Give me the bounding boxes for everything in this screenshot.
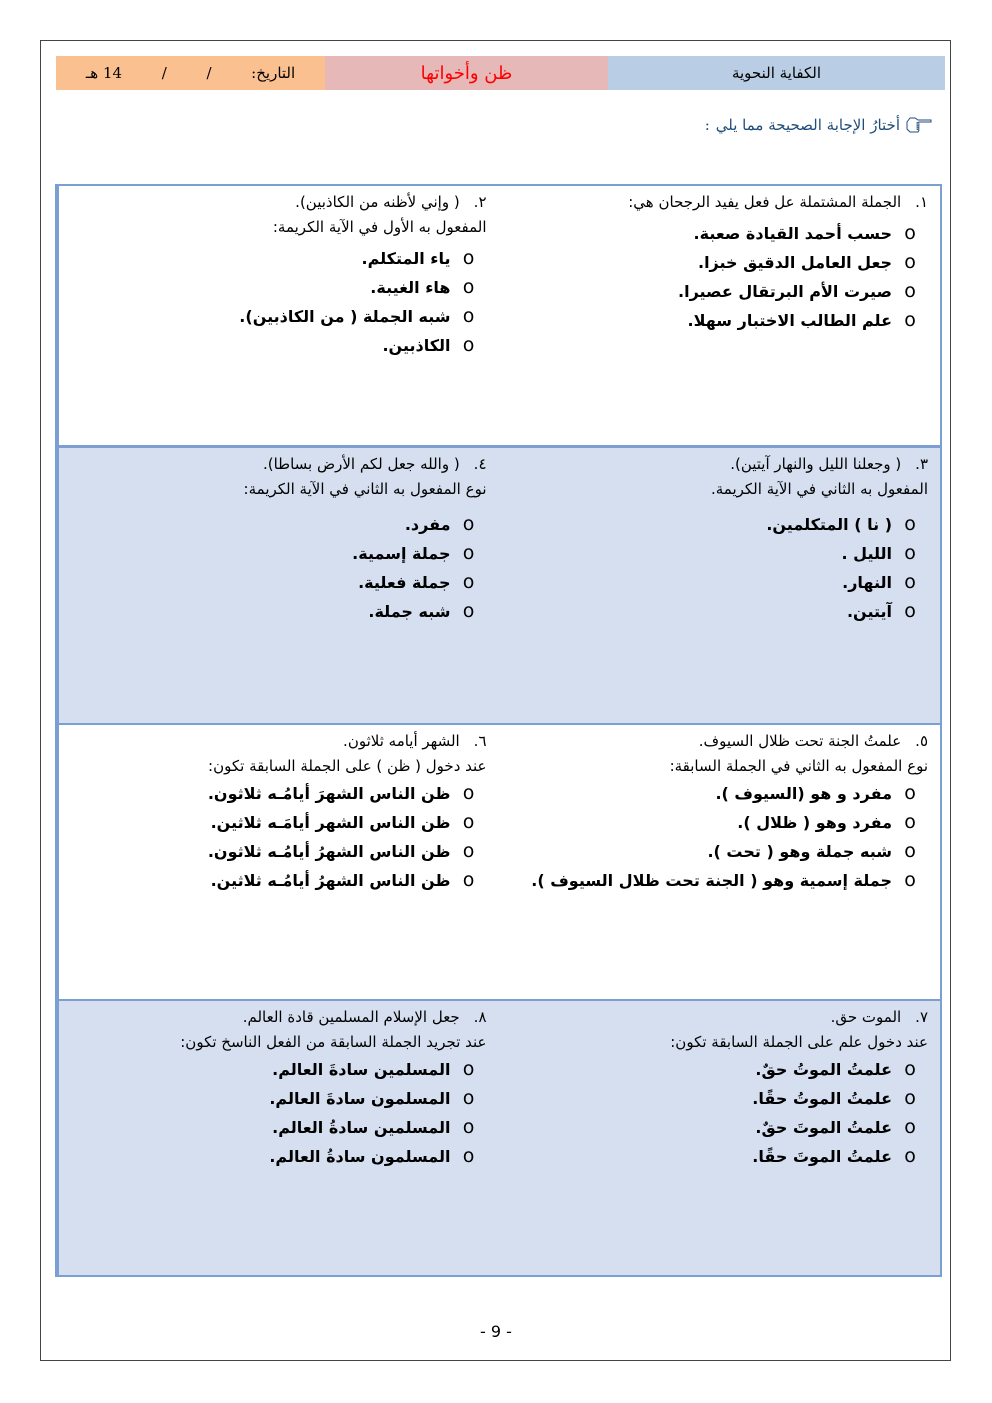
question-4 xyxy=(57,445,499,723)
option-bullet: o xyxy=(462,782,475,804)
option-text: النهار. xyxy=(842,573,892,592)
lesson-title: ظن وأخواتها xyxy=(325,56,608,90)
option[interactable] xyxy=(509,808,929,837)
date-label: التاريخ: xyxy=(251,64,296,82)
option[interactable] xyxy=(509,837,929,866)
option-text: علمتُ الموتُ حقًا. xyxy=(752,1089,892,1108)
option-text: مفرد و هو (السيوف ). xyxy=(715,784,892,803)
date-separator: / xyxy=(206,64,212,82)
option-bullet: o xyxy=(462,840,475,862)
option-text: المسلمون سادةَ العالم. xyxy=(269,1089,451,1108)
option-text: الليل . xyxy=(841,544,892,563)
option-bullet: o xyxy=(904,513,916,535)
option-bullet: o xyxy=(462,600,475,622)
option-text: المسلمين سادةُ العالم. xyxy=(272,1118,451,1137)
option-bullet: o xyxy=(904,1087,916,1109)
option-bullet: o xyxy=(904,251,916,273)
question-number: ٥. xyxy=(915,732,928,750)
date-field xyxy=(56,56,325,90)
options-list xyxy=(69,1055,487,1171)
question-prompt: عند تجريد الجملة السابقة من الفعل الناسخ تكون: xyxy=(180,1033,487,1051)
option[interactable] xyxy=(509,1055,929,1084)
option[interactable] xyxy=(69,837,487,866)
option-text: جملة إسمية وهو ( الجنة تحت ظلال السيوف ). xyxy=(531,871,892,890)
date-separator: / xyxy=(161,64,167,82)
question-number: ٢. xyxy=(473,193,487,211)
pointing-hand-icon xyxy=(906,117,932,133)
option-bullet: o xyxy=(904,571,916,593)
option-text: الكاذبين. xyxy=(382,336,451,355)
option[interactable] xyxy=(69,331,487,360)
option-bullet: o xyxy=(462,513,475,535)
option[interactable] xyxy=(509,597,929,626)
option[interactable] xyxy=(509,1113,929,1142)
option-bullet: o xyxy=(462,1145,475,1167)
option[interactable] xyxy=(69,539,487,568)
option-bullet: o xyxy=(904,840,916,862)
option-bullet: o xyxy=(462,1116,475,1138)
option-text: صيرت الأم البرتقال عصيرا. xyxy=(678,282,892,301)
option-text: حسب أحمد القيادة صعبة. xyxy=(693,224,892,243)
option-bullet: o xyxy=(904,309,916,331)
question-number: ٧. xyxy=(915,1008,928,1026)
question-text: علمتُ الجنة تحت ظلال السيوف. xyxy=(698,732,902,750)
option-text: علم الطالب الاختبار سهلا. xyxy=(687,311,892,330)
option-bullet: o xyxy=(462,542,475,564)
options-list xyxy=(69,510,487,626)
option-bullet: o xyxy=(904,280,916,302)
options-list xyxy=(509,779,929,895)
question-5 xyxy=(499,723,941,999)
option-text: مفرد. xyxy=(404,515,451,534)
option-bullet: o xyxy=(462,1058,475,1080)
date-year: 14 هـ xyxy=(85,64,123,82)
option-bullet: o xyxy=(462,276,475,298)
option-bullet: o xyxy=(904,1116,916,1138)
question-prompt: المفعول به الثاني في الآية الكريمة. xyxy=(710,480,928,498)
option[interactable] xyxy=(69,779,487,808)
options-list xyxy=(69,779,487,895)
question-prompt: نوع المفعول به الثاني في الآية الكريمة: xyxy=(243,480,487,498)
option-text: هاء الغيبة. xyxy=(370,278,451,297)
option-text: ( نا ) المتكلمين. xyxy=(766,515,892,534)
question-3 xyxy=(499,445,941,723)
option[interactable] xyxy=(509,1084,929,1113)
question-7 xyxy=(499,999,941,1275)
option-text: ظن الناس الشهرَ أيامُـه ثلاثون. xyxy=(207,784,451,803)
question-prompt: المفعول به الأول في الآية الكريمة: xyxy=(272,218,487,236)
question-text: الموت حق. xyxy=(830,1008,902,1026)
option-bullet: o xyxy=(462,334,475,356)
option-text: علمتُ الموتَ حقٌ. xyxy=(755,1118,892,1137)
option-text: جملة فعلية. xyxy=(358,573,451,592)
question-text: ( وإني لأظنه من الكاذبين). xyxy=(295,193,460,211)
subject-label: الكفاية النحوية xyxy=(608,56,945,90)
option-text: علمتُ الموتَ حقًا. xyxy=(752,1147,892,1166)
question-prompt: عند دخول علم على الجملة السابقة تكون: xyxy=(670,1033,928,1051)
option[interactable] xyxy=(509,1142,929,1171)
option-bullet: o xyxy=(904,600,916,622)
option-bullet: o xyxy=(904,1145,916,1167)
option-bullet: o xyxy=(462,247,475,269)
option[interactable] xyxy=(509,779,929,808)
option-text: المسلمين سادةَ العالم. xyxy=(272,1060,451,1079)
option-bullet: o xyxy=(904,542,916,564)
option[interactable] xyxy=(509,568,929,597)
option-text: المسلمون سادةُ العالم. xyxy=(269,1147,451,1166)
question-2 xyxy=(57,186,499,445)
instruction-text: أختارُ الإجابة الصحيحة مما يلي xyxy=(715,116,900,134)
option-bullet: o xyxy=(462,305,475,327)
questions-grid xyxy=(55,184,942,1277)
option-text: شبه جملة وهو ( تحت ). xyxy=(707,842,892,861)
option[interactable] xyxy=(509,248,929,277)
option[interactable] xyxy=(509,306,929,335)
option[interactable] xyxy=(69,273,487,302)
option-text: ياء المتكلم. xyxy=(361,249,451,268)
option[interactable] xyxy=(69,808,487,837)
option-text: آيتين. xyxy=(846,602,892,621)
question-text: ( وجعلنا الليل والنهار آيتين). xyxy=(730,455,902,473)
option-text: ظن الناس الشهرُ أيامُـه ثلاثون. xyxy=(207,842,451,861)
instruction-colon: : xyxy=(704,116,710,134)
options-list xyxy=(69,244,487,360)
option[interactable] xyxy=(69,866,487,895)
option-bullet: o xyxy=(462,811,475,833)
option[interactable] xyxy=(509,866,929,895)
header-bar xyxy=(56,56,945,90)
question-number: ٤. xyxy=(473,455,487,473)
question-number: ٣. xyxy=(915,455,928,473)
option-text: جملة إسمية. xyxy=(352,544,451,563)
option-text: جعل العامل الدقيق خبزا. xyxy=(697,253,892,272)
question-text: الشهر أيامه ثلاثون. xyxy=(343,732,460,750)
option-bullet: o xyxy=(904,869,916,891)
option-bullet: o xyxy=(904,222,916,244)
page-number: - 9 - xyxy=(480,1322,512,1341)
option-text: ظن الناس الشهرُ أيامُـه ثلاثين. xyxy=(210,871,451,890)
option-text: مفرد وهو ( ظلال ). xyxy=(737,813,892,832)
option-text: ظن الناس الشهر أيامَـه ثلاثين. xyxy=(210,813,451,832)
instruction xyxy=(705,116,932,134)
option[interactable] xyxy=(509,277,929,306)
question-1 xyxy=(499,186,941,445)
option-text: شبه جملة. xyxy=(368,602,451,621)
options-list xyxy=(509,219,929,335)
question-text: جعل الإسلام المسلمين قادة العالم. xyxy=(242,1008,460,1026)
question-text: الجملة المشتملة عل فعل يفيد الرجحان هي: xyxy=(628,193,902,211)
option-bullet: o xyxy=(904,782,916,804)
option[interactable] xyxy=(69,1142,487,1171)
options-list xyxy=(509,1055,929,1171)
question-6 xyxy=(57,723,499,999)
option-bullet: o xyxy=(904,1058,916,1080)
option-bullet: o xyxy=(462,571,475,593)
question-number: ٦. xyxy=(473,732,487,750)
question-prompt: نوع المفعول به الثاني في الجملة السابقة: xyxy=(669,757,928,775)
option[interactable] xyxy=(69,1055,487,1084)
option[interactable] xyxy=(69,597,487,626)
option[interactable] xyxy=(69,244,487,273)
question-prompt: عند دخول ( ظن ) على الجملة السابقة تكون: xyxy=(208,757,487,775)
option[interactable] xyxy=(509,510,929,539)
options-list xyxy=(509,510,929,626)
option[interactable] xyxy=(69,510,487,539)
option[interactable] xyxy=(69,302,487,331)
option[interactable] xyxy=(69,1113,487,1142)
option-bullet: o xyxy=(904,811,916,833)
option[interactable] xyxy=(509,539,929,568)
question-number: ١. xyxy=(915,193,928,211)
option-text: علمتُ الموتُ حقٌ. xyxy=(755,1060,892,1079)
option-bullet: o xyxy=(462,1087,475,1109)
option-bullet: o xyxy=(462,869,475,891)
option-text: شبه الجملة ( من الكاذبين). xyxy=(239,307,451,326)
option[interactable] xyxy=(69,1084,487,1113)
question-8 xyxy=(57,999,499,1275)
option[interactable] xyxy=(69,568,487,597)
question-number: ٨. xyxy=(473,1008,487,1026)
question-text: ( والله جعل لكم الأرض بساطا). xyxy=(262,455,460,473)
option[interactable] xyxy=(509,219,929,248)
